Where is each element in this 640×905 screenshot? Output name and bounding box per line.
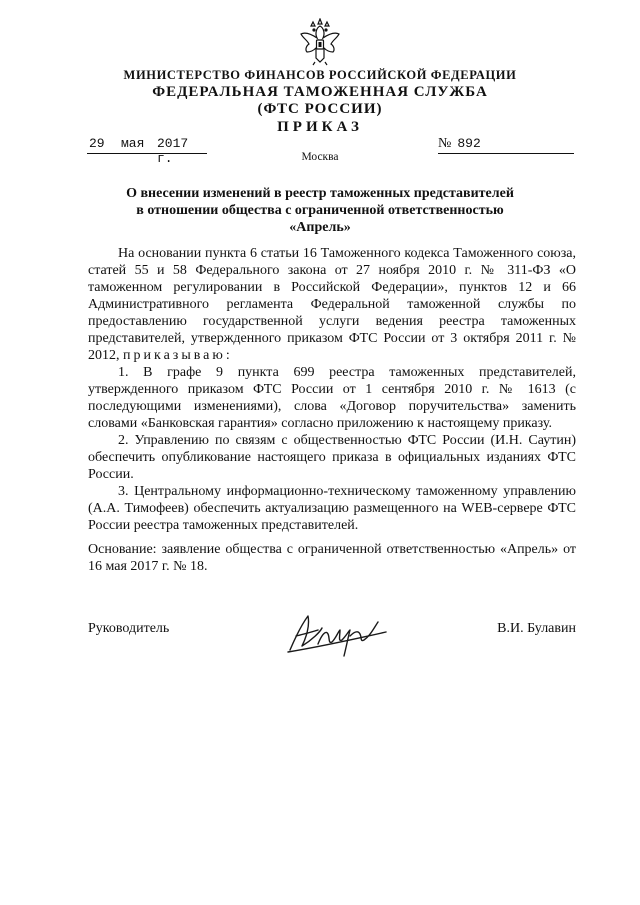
ministry-name: МИНИСТЕРСТВО ФИНАНСОВ РОССИЙСКОЙ ФЕДЕРАЦИИ — [123, 68, 517, 82]
order-month: мая — [121, 136, 145, 151]
service-name: ФЕДЕРАЛЬНАЯ ТАМОЖЕННАЯ СЛУЖБА — [152, 84, 488, 100]
preamble-text: На основании пункта 6 статьи 16 Таможенного кодекса Таможенного союза, статей 55 и 58 Федерального закона от 27 ноября 2010 г. № 311-ФЗ «О таможенном регулировании в Российской Федерации», пунктов 12 и 66 Административного регламента Федеральной таможенной службы по предоставлению государственной услуги ведения реестра таможенных представителей, утвержденного приказом ФТС России от 3 октября 2011 г. № 2012, — [88, 246, 576, 363]
city: Москва — [301, 151, 339, 163]
signer-name: В.И. Булавин — [497, 621, 576, 636]
basis-note: Основание: заявление общества с ограниченной ответственностью «Апрель» от 16 мая 2017 г. № 18. — [88, 542, 576, 574]
coat-of-arms-emblem-icon — [299, 18, 341, 66]
order-verb: приказываю: — [123, 348, 233, 363]
item-1: 1. В графе 9 пункта 699 реестра таможенных представителей, утвержденного приказом ФТС России от 1 сентября 2010 г. № 1613 (с последующими изменениями), слова «Договор поручительства» заменить словами «Банковская гарантия» согласно приложению к настоящему приказу. — [88, 365, 576, 431]
order-body — [88, 245, 576, 534]
subject-line-1: О внесении изменений в реестр таможенных представителей — [126, 186, 514, 201]
service-abbreviation: (ФТС РОССИИ) — [257, 101, 383, 117]
document-type: ПРИКАЗ — [277, 119, 363, 135]
signer-position: Руководитель — [88, 621, 170, 636]
order-day: 29 — [89, 136, 105, 151]
order-year: 2017 г. — [157, 136, 189, 166]
handwritten-signature — [282, 606, 400, 658]
subject-line-2: в отношении общества с ограниченной ответственностью — [136, 203, 504, 218]
item-3: 3. Центральному информационно-техническому таможенному управлению (А.А. Тимофеев) обеспечить актуализацию размещенного на WEB-сервере ФТС России реестра таможенных представителей. — [88, 484, 576, 533]
order-number-label: № — [438, 136, 452, 151]
order-subject — [0, 185, 640, 236]
preamble-paragraph — [88, 245, 576, 364]
order-number-value: 892 — [457, 136, 481, 151]
subject-line-3: «Апрель» — [289, 220, 351, 235]
item-2: 2. Управлению по связям с общественностью ФТС России (И.Н. Саутин) обеспечить опубликование настоящего приказа в официальных изданиях ФТС России. — [88, 433, 576, 482]
